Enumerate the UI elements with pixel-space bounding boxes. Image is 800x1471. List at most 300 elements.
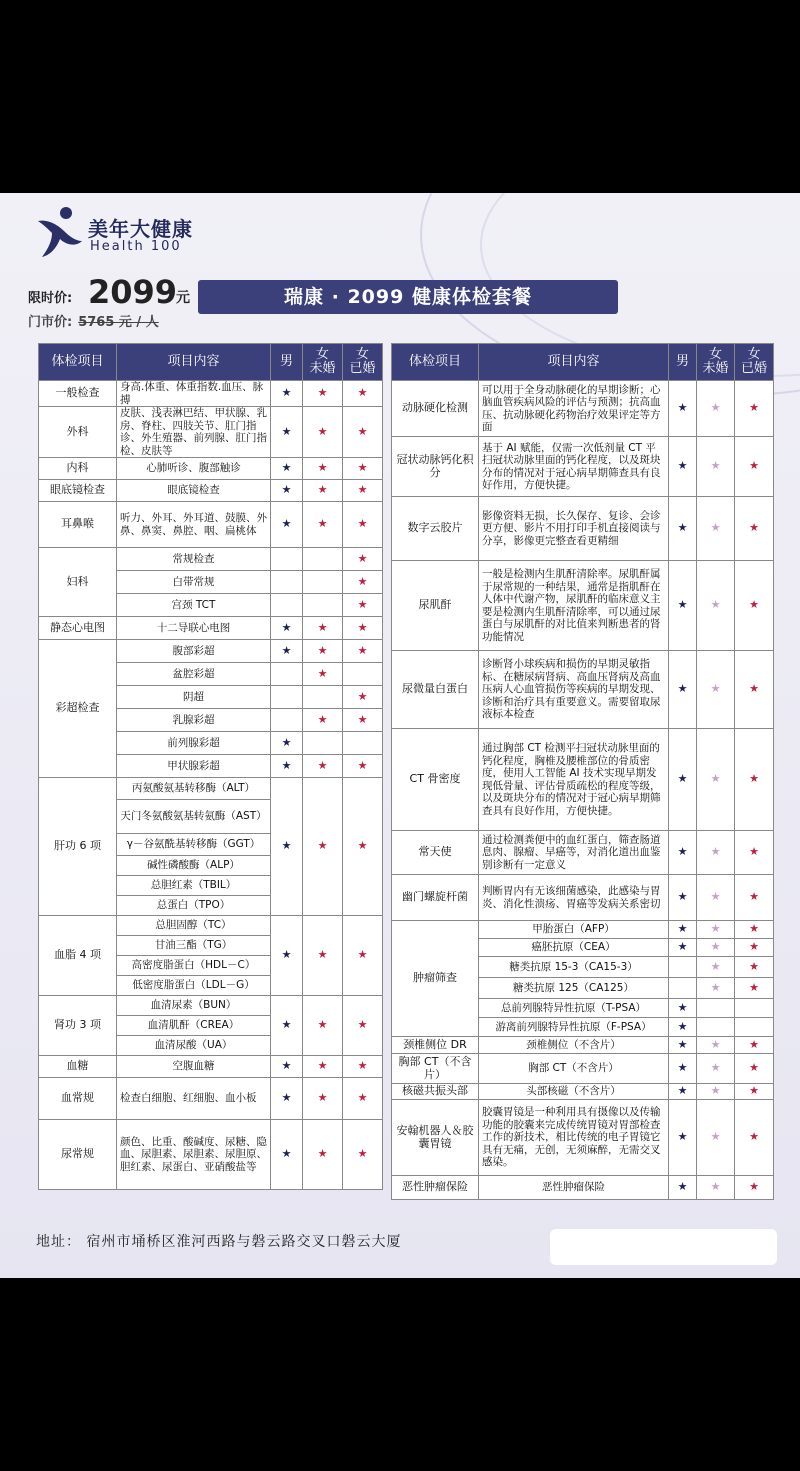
- table-row: [392, 1084, 774, 1100]
- item-content: 前列腺彩超: [117, 732, 271, 755]
- brand-name-en: Health 100: [90, 239, 182, 254]
- mark-u-cell: [303, 594, 343, 617]
- star-icon: ★: [677, 401, 688, 415]
- star-icon: ★: [281, 643, 292, 657]
- mark-w-cell: [343, 1120, 383, 1190]
- mark-m-cell: [669, 999, 697, 1018]
- star-icon: ★: [281, 1091, 292, 1105]
- mark-m-cell: [669, 978, 697, 999]
- star-icon: ★: [281, 483, 292, 497]
- star-icon: ★: [677, 459, 688, 473]
- star-icon: ★: [677, 1130, 688, 1144]
- item-content: 恶性肿瘤保险: [479, 1176, 669, 1200]
- item-category: 常天使: [392, 831, 479, 875]
- mark-w-cell: [343, 686, 383, 709]
- star-icon: ★: [357, 643, 368, 657]
- item-content: 影像资料无损，长久保存、复诊、会诊更方便、影片不用打印手机直接阅读与分享，影像更完整查看更精细: [479, 497, 669, 561]
- star-icon: ★: [281, 735, 292, 749]
- star-icon: ★: [749, 401, 759, 415]
- star-icon: ★: [749, 1084, 759, 1098]
- mark-m-cell: [271, 548, 303, 571]
- item-category: 血糖: [39, 1056, 117, 1078]
- item-content: 血清尿酸（UA）: [117, 1036, 271, 1056]
- item-content: 宫颈 TCT: [117, 594, 271, 617]
- item-content: 总蛋白（TPO）: [117, 896, 271, 916]
- item-content: 常规检查: [117, 548, 271, 571]
- item-content: 乳腺彩超: [117, 709, 271, 732]
- mark-m-cell: [669, 875, 697, 921]
- item-content: 眼底镜检查: [117, 480, 271, 502]
- mark-u-cell: [303, 709, 343, 732]
- mark-u-cell: [303, 778, 343, 916]
- mark-m-cell: [669, 437, 697, 497]
- item-content: 皮肤、浅表淋巴结、甲状腺、乳房、脊柱、四肢关节、肛门指诊、外生殖器、前列腺、肛门指检、皮肤等: [117, 407, 271, 458]
- star-icon: ★: [710, 459, 721, 473]
- star-icon: ★: [677, 521, 688, 535]
- star-icon: ★: [749, 682, 759, 696]
- star-icon: ★: [317, 666, 328, 680]
- star-icon: ★: [317, 461, 328, 475]
- mark-m-cell: [271, 778, 303, 916]
- mark-u-cell: [697, 1176, 735, 1200]
- mark-u-cell: [303, 458, 343, 480]
- star-icon: ★: [677, 940, 688, 954]
- mark-w-cell: [343, 755, 383, 778]
- mark-w-cell: [343, 617, 383, 640]
- star-icon: ★: [281, 1147, 292, 1161]
- mark-m-cell: [271, 571, 303, 594]
- item-content: 盆腔彩超: [117, 663, 271, 686]
- mark-m-cell: [271, 1120, 303, 1190]
- poster-sheet: [0, 193, 800, 1278]
- mark-u-cell: [697, 999, 735, 1018]
- address: 地址： 宿州市埇桥区淮河西路与磐云路交叉口磐云大厦: [36, 1234, 402, 1250]
- star-icon: ★: [710, 598, 721, 612]
- star-icon: ★: [749, 890, 759, 904]
- table-row: [392, 1037, 774, 1054]
- mark-u-cell: [303, 571, 343, 594]
- table-row: [392, 437, 774, 497]
- item-category: 数字云胶片: [392, 497, 479, 561]
- header-f-single: 女 未婚: [697, 344, 735, 381]
- mark-u-cell: [303, 548, 343, 571]
- table-row: [39, 458, 383, 480]
- star-icon: ★: [710, 1180, 721, 1194]
- item-category: 颈椎侧位 DR: [392, 1037, 479, 1054]
- header-male: 男: [669, 344, 697, 381]
- table-row: [39, 381, 383, 407]
- mark-w-cell: [735, 1176, 774, 1200]
- table-row: [392, 875, 774, 921]
- item-content: 游离前列腺特异性抗原（F-PSA）: [479, 1018, 669, 1037]
- mark-w-cell: [735, 957, 774, 978]
- star-icon: ★: [317, 1147, 328, 1161]
- mark-w-cell: [343, 916, 383, 996]
- mark-w-cell: [343, 458, 383, 480]
- mark-w-cell: [735, 1018, 774, 1037]
- mark-m-cell: [669, 1037, 697, 1054]
- star-icon: ★: [677, 1019, 688, 1033]
- table-row: [392, 1100, 774, 1176]
- item-category: 肝功 6 项: [39, 778, 117, 916]
- item-category: 眼底镜检查: [39, 480, 117, 502]
- item-content: 可以用于全身动脉硬化的早期诊断；心脑血管疾病风险的评估与预测；抗高血压、抗动脉硬化药物治疗效果评定等方面: [479, 381, 669, 437]
- original-price: [28, 311, 159, 330]
- table-row: [392, 651, 774, 729]
- star-icon: ★: [749, 1180, 759, 1194]
- table-row: [39, 407, 383, 458]
- star-icon: ★: [677, 1084, 688, 1098]
- price-value: 2099: [88, 273, 178, 311]
- mark-w-cell: [343, 381, 383, 407]
- item-content: 丙氨酸氨基转移酶（ALT）: [117, 778, 271, 800]
- star-icon: ★: [357, 712, 368, 726]
- mark-u-cell: [303, 617, 343, 640]
- item-content: 甘油三酯（TG）: [117, 936, 271, 956]
- mark-m-cell: [271, 1056, 303, 1078]
- star-icon: ★: [710, 401, 721, 415]
- item-content: 糖类抗原 125（CA125）: [479, 978, 669, 999]
- star-icon: ★: [317, 948, 328, 962]
- mark-w-cell: [735, 651, 774, 729]
- header-f-single: 女 未婚: [303, 344, 343, 381]
- star-icon: ★: [317, 712, 328, 726]
- mark-w-cell: [343, 732, 383, 755]
- left-item-table: [38, 343, 383, 1190]
- mark-u-cell: [697, 957, 735, 978]
- mark-u-cell: [303, 1120, 343, 1190]
- mark-m-cell: [271, 640, 303, 663]
- mark-u-cell: [697, 729, 735, 831]
- star-icon: ★: [317, 386, 328, 400]
- mark-w-cell: [343, 709, 383, 732]
- price-label: 限时价:: [28, 291, 73, 306]
- star-icon: ★: [281, 948, 292, 962]
- star-icon: ★: [317, 1091, 328, 1105]
- mark-m-cell: [271, 709, 303, 732]
- star-icon: ★: [317, 517, 328, 531]
- mark-m-cell: [271, 617, 303, 640]
- item-content: 血清肌酐（CREA）: [117, 1016, 271, 1036]
- mark-m-cell: [271, 381, 303, 407]
- header-male: 男: [271, 344, 303, 381]
- mark-m-cell: [271, 458, 303, 480]
- star-icon: ★: [710, 1037, 721, 1051]
- mark-m-cell: [669, 1100, 697, 1176]
- item-category: 血脂 4 项: [39, 916, 117, 996]
- item-category: 静态心电图: [39, 617, 117, 640]
- table-row: [392, 561, 774, 651]
- star-icon: ★: [357, 483, 368, 497]
- item-content: 总前列腺特异性抗原（T-PSA）: [479, 999, 669, 1018]
- mark-u-cell: [303, 663, 343, 686]
- mark-m-cell: [669, 1054, 697, 1084]
- item-content: 听力、外耳、外耳道、鼓膜、外鼻、鼻窦、鼻腔、咽、扁桃体: [117, 502, 271, 548]
- star-icon: ★: [317, 1059, 328, 1073]
- item-category: 尿肌酐: [392, 561, 479, 651]
- mark-w-cell: [343, 663, 383, 686]
- item-content: 腹部彩超: [117, 640, 271, 663]
- mark-w-cell: [343, 1056, 383, 1078]
- mark-u-cell: [303, 1056, 343, 1078]
- mark-u-cell: [303, 640, 343, 663]
- mark-u-cell: [303, 502, 343, 548]
- star-icon: ★: [710, 922, 721, 936]
- mark-w-cell: [735, 1100, 774, 1176]
- brand-name-cn: 美年大健康: [88, 217, 193, 241]
- original-price-label: 门市价:: [28, 315, 73, 330]
- mark-w-cell: [735, 1084, 774, 1100]
- star-icon: ★: [710, 1061, 721, 1075]
- star-icon: ★: [749, 980, 759, 994]
- mark-m-cell: [669, 831, 697, 875]
- mark-w-cell: [343, 996, 383, 1056]
- mark-u-cell: [303, 480, 343, 502]
- item-category: 安翰机器人＆胶囊胃镜: [392, 1100, 479, 1176]
- star-icon: ★: [749, 845, 759, 859]
- item-content: 基于 AI 赋能，仅需一次低剂量 CT 平扫冠状动脉里面的钙化程度，以及斑块分布的情况对于冠心病早期筛查具有良好作用，方便快捷。: [479, 437, 669, 497]
- table-row: [39, 480, 383, 502]
- star-icon: ★: [357, 597, 368, 611]
- item-content: 颜色、比重、酸碱度、尿糖、隐血、尿胆素、尿胆素、尿胆原、胆红素、尿蛋白、亚硝酸盐等: [117, 1120, 271, 1190]
- header-item: 体检项目: [392, 344, 479, 381]
- star-icon: ★: [281, 517, 292, 531]
- mark-u-cell: [303, 407, 343, 458]
- item-category: 幽门螺旋杆菌: [392, 875, 479, 921]
- item-category: 彩超检查: [39, 640, 117, 778]
- star-icon: ★: [357, 517, 368, 531]
- table-row: [392, 831, 774, 875]
- table-row: [39, 1078, 383, 1120]
- item-content: 甲胎蛋白（AFP）: [479, 921, 669, 939]
- table-row: [39, 996, 383, 1016]
- star-icon: ★: [749, 959, 759, 973]
- star-icon: ★: [281, 461, 292, 475]
- mark-w-cell: [735, 561, 774, 651]
- star-icon: ★: [357, 758, 368, 772]
- item-content: 阴超: [117, 686, 271, 709]
- item-category: 肾功 3 项: [39, 996, 117, 1056]
- star-icon: ★: [357, 839, 368, 853]
- mark-m-cell: [271, 502, 303, 548]
- star-icon: ★: [357, 1059, 368, 1073]
- table-row: [39, 617, 383, 640]
- mark-u-cell: [697, 381, 735, 437]
- price-block: [28, 273, 208, 333]
- table-row: [39, 778, 383, 800]
- item-content: 通过胸部 CT 检测平扫冠状动脉里面的钙化程度，胸椎及腰椎部位的骨质密度，使用人工智能 AI 技术实现早期发现低骨量、评估骨质疏松的程度等级，以及斑块分布的情况对于冠心病早期筛查具有良好作用，方便快捷。: [479, 729, 669, 831]
- item-content: 碱性磷酸酶（ALP）: [117, 856, 271, 876]
- table-row: [39, 548, 383, 571]
- item-content: 低密度脂蛋白（LDL－G）: [117, 976, 271, 996]
- mark-u-cell: [697, 651, 735, 729]
- star-icon: ★: [357, 620, 368, 634]
- original-price-value: 5765 元 / 人: [78, 315, 159, 330]
- mark-m-cell: [271, 996, 303, 1056]
- mark-m-cell: [669, 1176, 697, 1200]
- star-icon: ★: [677, 772, 688, 786]
- item-content: 一般是检测内生肌酐清除率。尿肌酐属于尿常规的一种结果，通常是指肌酐在人体中代谢产物，尿肌酐的临床意义主要是检测内生肌酐清除率，可以通过尿蛋白与尿肌酐的对比值来判断患者的肾功能情况: [479, 561, 669, 651]
- star-icon: ★: [357, 386, 368, 400]
- mark-m-cell: [271, 663, 303, 686]
- mark-m-cell: [271, 732, 303, 755]
- mark-m-cell: [271, 480, 303, 502]
- star-icon: ★: [357, 948, 368, 962]
- star-icon: ★: [710, 980, 721, 994]
- star-icon: ★: [749, 1037, 759, 1051]
- item-content: 身高.体重、体重指数.血压、脉搏: [117, 381, 271, 407]
- mark-u-cell: [303, 381, 343, 407]
- star-icon: ★: [749, 922, 759, 936]
- mark-m-cell: [271, 407, 303, 458]
- star-icon: ★: [710, 682, 721, 696]
- mark-w-cell: [735, 1054, 774, 1084]
- mark-m-cell: [271, 594, 303, 617]
- mark-u-cell: [697, 978, 735, 999]
- item-content: 天门冬氨酸氨基转氨酶（AST）: [117, 800, 271, 834]
- item-content: 空腹血糖: [117, 1056, 271, 1078]
- mark-w-cell: [735, 939, 774, 957]
- mark-w-cell: [343, 407, 383, 458]
- table-header: [39, 344, 383, 381]
- mark-u-cell: [697, 497, 735, 561]
- mark-u-cell: [697, 1037, 735, 1054]
- table-row: [39, 640, 383, 663]
- item-content: 总胆固醇（TC）: [117, 916, 271, 936]
- mark-m-cell: [271, 1078, 303, 1120]
- star-icon: ★: [710, 845, 721, 859]
- item-category: 外科: [39, 407, 117, 458]
- star-icon: ★: [749, 459, 759, 473]
- item-content: 头部核磁（不含片）: [479, 1084, 669, 1100]
- mark-u-cell: [697, 939, 735, 957]
- item-category: 肿瘤筛查: [392, 921, 479, 1037]
- mark-m-cell: [669, 1018, 697, 1037]
- table-row: [39, 1056, 383, 1078]
- star-icon: ★: [710, 1130, 721, 1144]
- star-icon: ★: [677, 1180, 688, 1194]
- mark-m-cell: [271, 755, 303, 778]
- mark-u-cell: [697, 1018, 735, 1037]
- star-icon: ★: [357, 689, 368, 703]
- mark-u-cell: [303, 686, 343, 709]
- table-row: [39, 916, 383, 936]
- star-icon: ★: [357, 461, 368, 475]
- star-icon: ★: [281, 386, 292, 400]
- star-icon: ★: [357, 551, 368, 565]
- table-row: [392, 497, 774, 561]
- address-blank-box: [550, 1229, 777, 1265]
- star-icon: ★: [281, 839, 292, 853]
- item-content: 甲状腺彩超: [117, 755, 271, 778]
- star-icon: ★: [749, 521, 759, 535]
- mark-w-cell: [735, 437, 774, 497]
- star-icon: ★: [281, 1018, 292, 1032]
- header-content: 项目内容: [117, 344, 271, 381]
- star-icon: ★: [357, 574, 368, 588]
- star-icon: ★: [677, 682, 688, 696]
- mark-m-cell: [669, 957, 697, 978]
- mark-w-cell: [735, 381, 774, 437]
- table-header: [392, 344, 774, 381]
- star-icon: ★: [317, 839, 328, 853]
- star-icon: ★: [281, 620, 292, 634]
- star-icon: ★: [710, 1084, 721, 1098]
- item-category: 恶性肿瘤保险: [392, 1176, 479, 1200]
- mark-u-cell: [697, 921, 735, 939]
- item-category: 胸部 CT（不含片）: [392, 1054, 479, 1084]
- item-content: 白带常规: [117, 571, 271, 594]
- star-icon: ★: [317, 424, 328, 438]
- star-icon: ★: [281, 758, 292, 772]
- mark-w-cell: [735, 729, 774, 831]
- mark-u-cell: [697, 1100, 735, 1176]
- mark-u-cell: [697, 437, 735, 497]
- item-category: 尿常规: [39, 1120, 117, 1190]
- star-icon: ★: [317, 1018, 328, 1032]
- star-icon: ★: [749, 1061, 759, 1075]
- star-icon: ★: [357, 1091, 368, 1105]
- star-icon: ★: [749, 940, 759, 954]
- mark-w-cell: [343, 480, 383, 502]
- star-icon: ★: [749, 772, 759, 786]
- star-icon: ★: [710, 940, 721, 954]
- star-icon: ★: [710, 521, 721, 535]
- item-category: CT 骨密度: [392, 729, 479, 831]
- mark-w-cell: [735, 999, 774, 1018]
- mark-w-cell: [343, 571, 383, 594]
- mark-u-cell: [303, 1078, 343, 1120]
- brand-logo: [36, 205, 236, 263]
- mark-m-cell: [669, 729, 697, 831]
- mark-m-cell: [669, 381, 697, 437]
- mark-w-cell: [735, 1037, 774, 1054]
- star-icon: ★: [749, 598, 759, 612]
- mark-m-cell: [669, 651, 697, 729]
- item-content: 癌胚抗原（CEA）: [479, 939, 669, 957]
- item-content: γ－谷氨酰基转移酶（GGT）: [117, 834, 271, 856]
- star-icon: ★: [749, 1130, 759, 1144]
- mark-w-cell: [343, 778, 383, 916]
- mark-m-cell: [669, 1084, 697, 1100]
- price-unit: 元: [176, 290, 190, 306]
- star-icon: ★: [317, 620, 328, 634]
- mark-u-cell: [303, 916, 343, 996]
- item-content: 十二导联心电图: [117, 617, 271, 640]
- star-icon: ★: [677, 1000, 688, 1014]
- star-icon: ★: [357, 1147, 368, 1161]
- mark-u-cell: [303, 755, 343, 778]
- mark-w-cell: [343, 594, 383, 617]
- mark-w-cell: [735, 497, 774, 561]
- mark-w-cell: [343, 1078, 383, 1120]
- mark-m-cell: [669, 497, 697, 561]
- item-content: 高密度脂蛋白（HDL－C）: [117, 956, 271, 976]
- header-f-married: 女 已婚: [735, 344, 774, 381]
- star-icon: ★: [357, 424, 368, 438]
- table-row: [392, 381, 774, 437]
- mark-m-cell: [271, 916, 303, 996]
- star-icon: ★: [317, 758, 328, 772]
- item-category: 一般检查: [39, 381, 117, 407]
- star-icon: ★: [317, 483, 328, 497]
- mark-w-cell: [343, 640, 383, 663]
- table-row: [392, 921, 774, 939]
- mark-w-cell: [735, 921, 774, 939]
- mark-m-cell: [669, 939, 697, 957]
- header-f-married: 女 已婚: [343, 344, 383, 381]
- mark-u-cell: [697, 875, 735, 921]
